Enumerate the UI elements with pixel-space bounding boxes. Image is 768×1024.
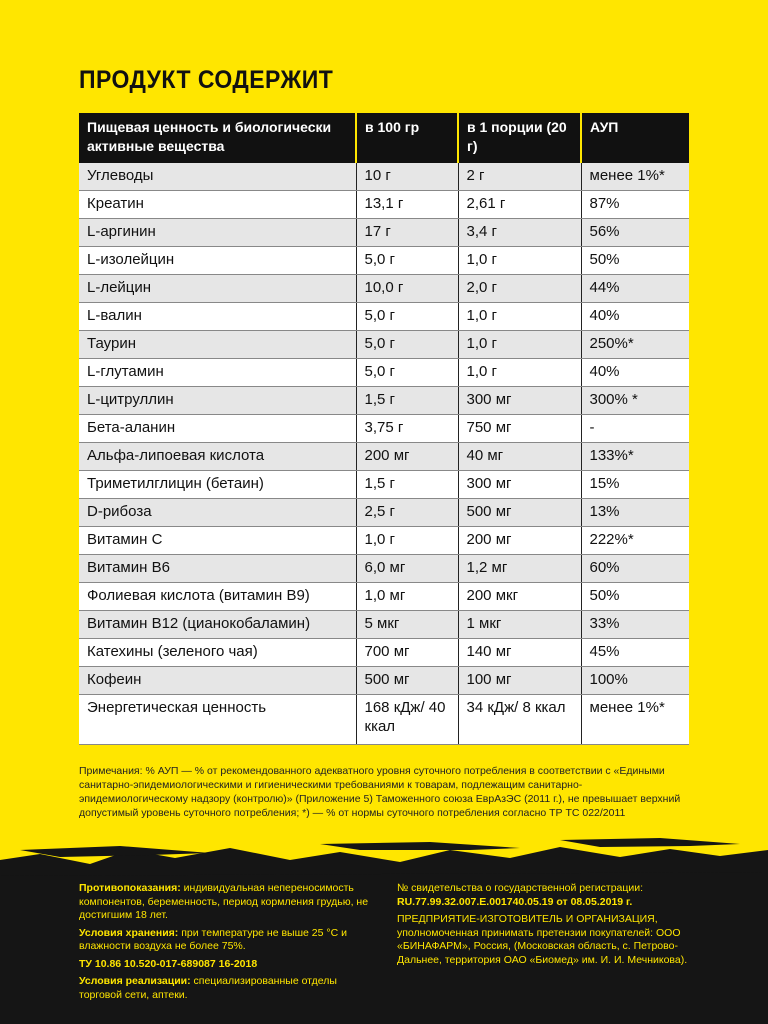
table-row <box>79 303 689 331</box>
table-row <box>79 555 689 583</box>
cell-nutrient: L-валин <box>79 303 356 331</box>
table-row <box>79 695 689 745</box>
table-header-row <box>79 113 689 163</box>
cell-nutrient: Фолиевая кислота (витамин В9) <box>79 583 356 611</box>
cell-nutrient: L-аргинин <box>79 219 356 247</box>
cell-per-100g: 13,1 г <box>356 191 458 219</box>
cell-per-serving: 1,2 мг <box>458 555 581 583</box>
cell-per-serving: 500 мг <box>458 499 581 527</box>
footer-left-column <box>79 882 369 1006</box>
registration-number: RU.77.99.32.007.E.001740.05.19 от 08.05.2019 г. <box>397 895 633 908</box>
cell-nutrient: Энергетическая ценность <box>79 695 356 745</box>
cell-per-100g: 5,0 г <box>356 331 458 359</box>
cell-nutrient: L-цитруллин <box>79 387 356 415</box>
table-row <box>79 275 689 303</box>
cell-per-100g: 5,0 г <box>356 359 458 387</box>
cell-aup: 13% <box>581 499 689 527</box>
cell-nutrient: Креатин <box>79 191 356 219</box>
cell-nutrient: Витамин В12 (цианокобаламин) <box>79 611 356 639</box>
cell-per-serving: 1,0 г <box>458 359 581 387</box>
cell-aup: 40% <box>581 303 689 331</box>
cell-nutrient: D-рибоза <box>79 499 356 527</box>
cell-aup: 60% <box>581 555 689 583</box>
cell-aup: 300% * <box>581 387 689 415</box>
cell-nutrient: Углеводы <box>79 163 356 191</box>
sale-conditions: Условия реализации: специализированные отделы торговой сети, аптеки. <box>79 975 337 1001</box>
cell-per-serving: 300 мг <box>458 387 581 415</box>
cell-per-serving: 40 мг <box>458 443 581 471</box>
cell-nutrient: Кофеин <box>79 667 356 695</box>
table-row <box>79 331 689 359</box>
cell-per-serving: 750 мг <box>458 415 581 443</box>
cell-per-100g: 200 мг <box>356 443 458 471</box>
cell-per-serving: 1 мкг <box>458 611 581 639</box>
cell-aup: 222%* <box>581 527 689 555</box>
cell-aup: менее 1%* <box>581 695 689 745</box>
cell-per-100g: 10 г <box>356 163 458 191</box>
cell-per-serving: 1,0 г <box>458 247 581 275</box>
cell-aup: 50% <box>581 583 689 611</box>
header-aup: АУП <box>581 113 689 163</box>
cell-nutrient: L-изолейцин <box>79 247 356 275</box>
cell-nutrient: L-лейцин <box>79 275 356 303</box>
contraindications: Противопоказания: индивидуальная непереносимость компонентов, беременность, период кормления грудью, не достигшим 18 лет. <box>79 882 369 921</box>
cell-per-100g: 700 мг <box>356 639 458 667</box>
cell-nutrient: Катехины (зеленого чая) <box>79 639 356 667</box>
cell-per-serving: 2,61 г <box>458 191 581 219</box>
table-row <box>79 359 689 387</box>
footer-right-column <box>397 882 697 971</box>
table-row <box>79 667 689 695</box>
cell-nutrient: Таурин <box>79 331 356 359</box>
cell-per-100g: 17 г <box>356 219 458 247</box>
table-row <box>79 163 689 191</box>
cell-per-100g: 3,75 г <box>356 415 458 443</box>
cell-nutrient: Бета-аланин <box>79 415 356 443</box>
header-per-100g: в 100 гр <box>356 113 458 163</box>
cell-per-serving: 3,4 г <box>458 219 581 247</box>
cell-per-100g: 1,5 г <box>356 387 458 415</box>
cell-aup: 45% <box>581 639 689 667</box>
page-title: ПРОДУКТ СОДЕРЖИТ <box>79 66 334 94</box>
cell-per-serving: 200 мкг <box>458 583 581 611</box>
storage-conditions: Условия хранения: при температуре не выше 25 °С и влажности воздуха не более 75%. <box>79 926 347 952</box>
table-row <box>79 387 689 415</box>
cell-aup: 100% <box>581 667 689 695</box>
cell-nutrient: Триметилглицин (бетаин) <box>79 471 356 499</box>
cell-per-100g: 6,0 мг <box>356 555 458 583</box>
cell-aup: 50% <box>581 247 689 275</box>
table-row <box>79 471 689 499</box>
cell-per-100g: 5,0 г <box>356 247 458 275</box>
table-row <box>79 191 689 219</box>
table-row <box>79 583 689 611</box>
cell-per-100g: 5,0 г <box>356 303 458 331</box>
cell-per-100g: 5 мкг <box>356 611 458 639</box>
cell-aup: 33% <box>581 611 689 639</box>
cell-aup: 40% <box>581 359 689 387</box>
cell-per-100g: 10,0 г <box>356 275 458 303</box>
cell-per-serving: 100 мг <box>458 667 581 695</box>
cell-aup: - <box>581 415 689 443</box>
cell-per-serving: 1,0 г <box>458 331 581 359</box>
cell-per-100g: 1,0 г <box>356 527 458 555</box>
table-row <box>79 443 689 471</box>
table-row <box>79 639 689 667</box>
tu-code: ТУ 10.86 10.520-017-689087 16-2018 <box>79 957 258 970</box>
table-row <box>79 247 689 275</box>
cell-per-100g: 1,0 мг <box>356 583 458 611</box>
cell-per-serving: 2 г <box>458 163 581 191</box>
manufacturer-info: ПРЕДПРИЯТИЕ-ИЗГОТОВИТЕЛЬ И ОРГАНИЗАЦИЯ, уполномоченная принимать претензии покупателей: ООО «БИНАФАРМ», Россия, (Московская область, с. Петрово-Дальнее, территория ОАО «Биомед» им. И. И. Мечникова). <box>397 913 688 966</box>
cell-per-serving: 200 мг <box>458 527 581 555</box>
header-nutrient: Пищевая ценность и биологически активные вещества <box>79 113 356 163</box>
cell-nutrient: Альфа-липоевая кислота <box>79 443 356 471</box>
cell-per-serving: 2,0 г <box>458 275 581 303</box>
cell-per-100g: 2,5 г <box>356 499 458 527</box>
cell-aup: 44% <box>581 275 689 303</box>
table-row <box>79 611 689 639</box>
table-row <box>79 527 689 555</box>
table-row <box>79 219 689 247</box>
cell-aup: 133%* <box>581 443 689 471</box>
cell-per-serving: 140 мг <box>458 639 581 667</box>
cell-nutrient: L-глутамин <box>79 359 356 387</box>
cell-aup: менее 1%* <box>581 163 689 191</box>
cell-per-100g: 168 кДж/ 40 ккал <box>356 695 458 745</box>
footnote: Примечания: % АУП — % от рекомендованного адекватного уровня суточного потребления в соответствии с «Едиными санитарно-эпидемиологическими и гигиеническими требованиями к товарам, подлежащим санитарно-эпидемиологическому надзору (контролю)» (Приложение 5) Таможенного союза ЕврАзЭС (2011 г.), не превышает верхний допустимый уровень суточного потребления; *) — % от нормы суточного потребления согласно ТР ТС 022/2011 <box>79 765 681 819</box>
cell-aup: 250%* <box>581 331 689 359</box>
nutrition-table <box>79 113 689 745</box>
cell-per-100g: 1,5 г <box>356 471 458 499</box>
registration-label: № свидетельства о государственной регистрации: <box>397 882 644 894</box>
cell-aup: 87% <box>581 191 689 219</box>
header-per-serving: в 1 порции (20 г) <box>458 113 581 163</box>
cell-per-100g: 500 мг <box>356 667 458 695</box>
cell-nutrient: Витамин В6 <box>79 555 356 583</box>
cell-per-serving: 300 мг <box>458 471 581 499</box>
cell-per-serving: 1,0 г <box>458 303 581 331</box>
cell-aup: 15% <box>581 471 689 499</box>
table-row <box>79 499 689 527</box>
table-row <box>79 415 689 443</box>
cell-aup: 56% <box>581 219 689 247</box>
cell-per-serving: 34 кДж/ 8 ккал <box>458 695 581 745</box>
cell-nutrient: Витамин С <box>79 527 356 555</box>
